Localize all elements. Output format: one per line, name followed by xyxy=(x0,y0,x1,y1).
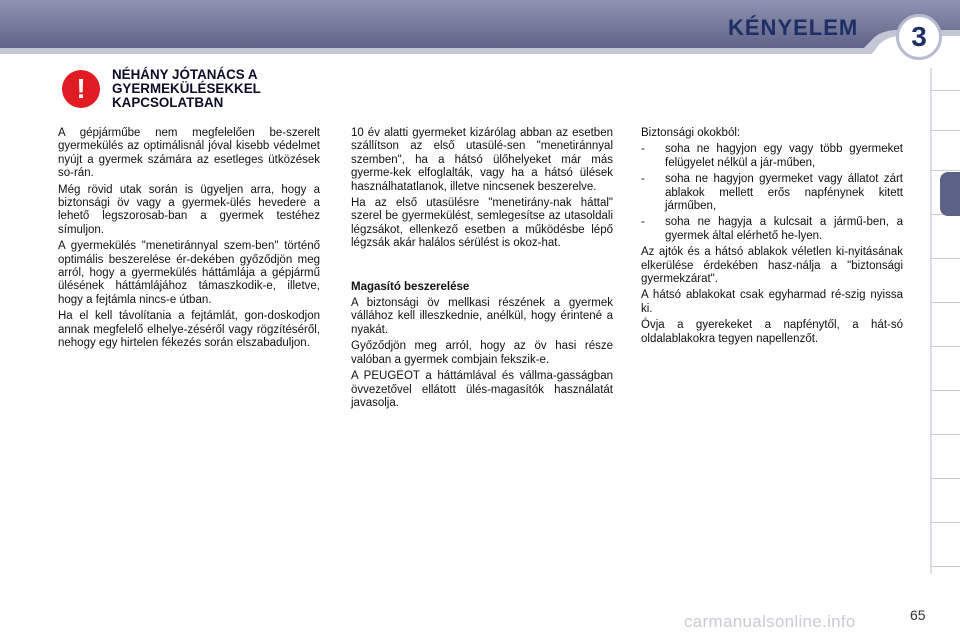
column-2 xyxy=(351,127,613,413)
bullet-item: - soha ne hagyjon egy vagy több gyermeket felügyelet nélkül a jár-műben, xyxy=(641,143,903,169)
exclamation-icon: ! xyxy=(62,70,100,108)
paragraph: Ha el kell távolítania a fejtámlát, gon-doskodjon annak megfelelő elhelye-zéséről vagy rögzítéséről, nehogy egy hirtelen fékezés során elszabaduljon. xyxy=(58,310,320,350)
chapter-title: KÉNYELEM xyxy=(728,15,859,40)
active-chapter-tab[interactable] xyxy=(940,172,960,216)
paragraph: A hátsó ablakokat csak egyharmad ré-szig nyissa ki. xyxy=(641,289,903,315)
section-title: NÉHÁNY JÓTANÁCS A GYERMEKÜLÉSEKKEL KAPCSOLATBAN xyxy=(112,67,261,110)
paragraph: Biztonsági okokból: xyxy=(641,127,741,139)
paragraph: 10 év alatti gyermeket kizárólag abban az esetben szállítson az első utasülé-sen "menetiránnyal szemben", ha a hátsó ülőhelyeket már más gyerme-kek elfoglalták, vagy ha a hátsó ülések használhatatlanok, illetve nincsenek beszerelve. xyxy=(351,127,613,193)
subheading: Magasító beszerelése xyxy=(351,280,470,293)
bullet-dash: - xyxy=(641,173,645,186)
paragraph: A PEUGEOT a háttámlával és vállma-gasságban övvezetővel ellátott ülés-magasítók használatát javasolja. xyxy=(351,370,613,409)
paragraph: A gépjárműbe nem megfelelően be-szerelt gyermekülés az optimálisnál jóval kisebb védelmet nyújt a gyermek számára az esetleges ütközések so-rán. xyxy=(58,127,320,180)
bullet-dash: - xyxy=(641,216,645,229)
paragraph: Ha az első utasülésre "menetirány-nak háttal" szerel be gyermekülést, semlegesítse az utasoldali légzsákot, ellenkező esetben a működésbe lépő légzsák akár halálos sérülést is okoz-hat. xyxy=(351,197,613,250)
paragraph: Győződjön meg arról, hogy az öv hasi része valóban a gyermek combjain fekszik-e. xyxy=(351,340,613,366)
bullet-dash: - xyxy=(641,143,645,156)
paragraph: A biztonsági öv mellkasi részének a gyermek vállához kell illeszkednie, anélkül, hogy érintené a nyakát. xyxy=(351,297,613,336)
page-number: 65 xyxy=(910,607,926,623)
side-tab-rail xyxy=(930,68,960,574)
paragraph: Az ajtók és a hátsó ablakok véletlen ki-nyitásának elkerülése érdekében hasz-nálja a "biztonsági gyermekzárat". xyxy=(641,246,903,286)
column-3 xyxy=(641,127,903,349)
bullet-item: - soha ne hagyja a kulcsait a jármű-ben, a gyermek által elérhető he-lyen. xyxy=(641,216,903,242)
paragraph: Óvja a gyerekeket a napfénytől, a hát-só oldalablakokra tegyen napellenzőt. xyxy=(641,319,903,345)
paragraph: Még rövid utak során is ügyeljen arra, hogy a biztonsági öv vagy a gyermek-ülés hevedere a lehető legszorosab-ban a gyermek testéhez símuljon. xyxy=(58,183,320,236)
chapter-number-badge: 3 xyxy=(896,14,942,60)
watermark: carmanualsonline.info xyxy=(684,612,856,631)
column-1 xyxy=(58,127,320,354)
chapter-header xyxy=(0,0,960,62)
paragraph: A gyermekülés "menetiránnyal szem-ben" történő optimális beszerelése ér-dekében győződjön meg arról, hogy a gyermekülés háttámlája a gépjármű ülésének háttámlájához támaszkodik-e, illetve, hogy a fejtámla nincs-e útban. xyxy=(58,240,320,306)
bullet-item: - soha ne hagyjon gyermeket vagy állatot zárt ablakok mellett erős napfénynek kitett járműben, xyxy=(641,173,903,213)
